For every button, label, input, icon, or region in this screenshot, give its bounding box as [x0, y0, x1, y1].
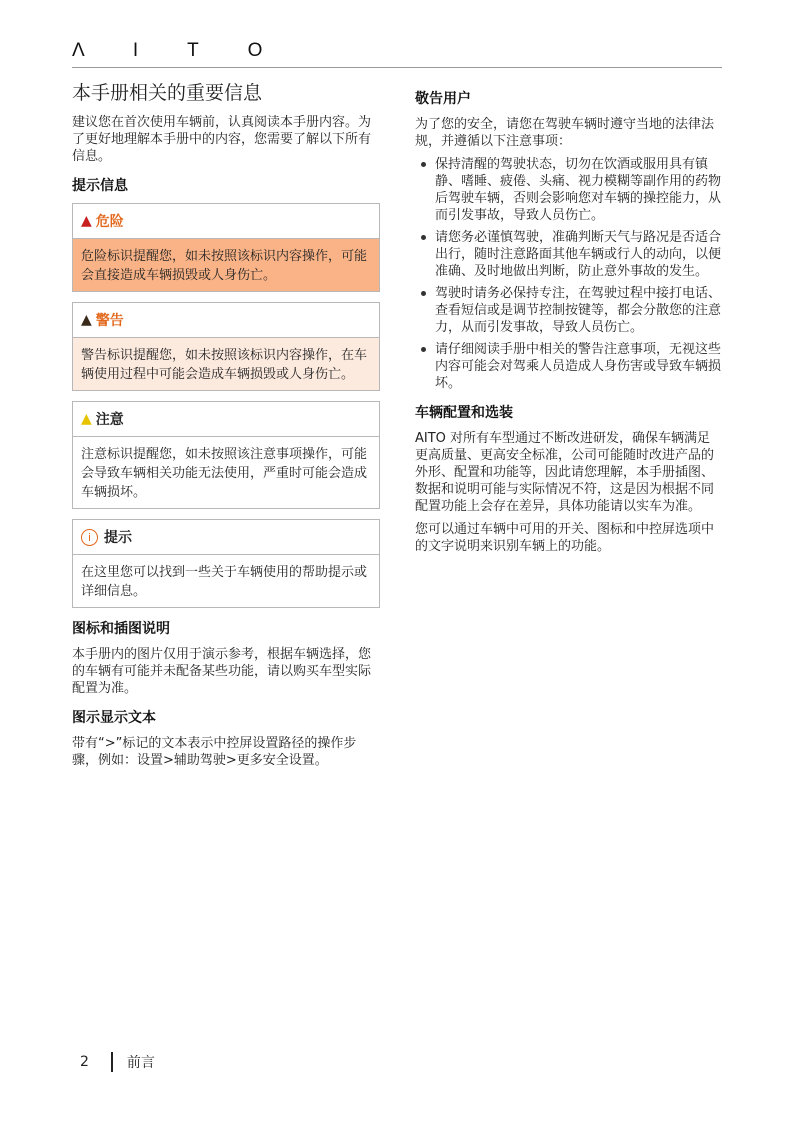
section-name: 前言: [126, 1055, 155, 1071]
notice-heading: 提示信息: [72, 178, 128, 194]
display-heading: 图示显示文本: [72, 710, 156, 726]
danger-label: 危险: [95, 214, 124, 230]
tip-notice-header: [73, 520, 379, 555]
warning-notice-box: [72, 302, 380, 391]
warning-notice-text: 警告标识提醒您，如未按照该标识内容操作，在车辆使用过程中可能会造成车辆损毁或人身伤亡。: [73, 338, 379, 390]
config-heading: 车辆配置和选装: [415, 405, 513, 421]
intro-paragraph: 建议您在首次使用车辆前，认真阅读本手册内容。为了更好地理解本手册中的内容，您需要了解以下所有信息。: [72, 115, 372, 164]
page-footer: [80, 1052, 155, 1072]
info-circle-icon: i: [81, 529, 98, 546]
warning-triangle-icon: ▲: [81, 213, 92, 229]
danger-notice-text: 危险标识提醒您，如未按照该标识内容操作，可能会直接造成车辆损毁或人身伤亡。: [73, 239, 379, 291]
header-divider: [72, 67, 722, 68]
right-column: [415, 76, 723, 561]
caution-label: 注意: [95, 412, 124, 428]
icons-paragraph: 本手册内的图片仅用于演示参考，根据车辆选择，您的车辆有可能并未配备某些功能，请以购买车型实际配置为准。: [72, 647, 372, 696]
warning-label: 警告: [95, 313, 124, 329]
danger-notice-header: [73, 204, 379, 239]
left-column: [72, 76, 380, 775]
brand-logo: Λ I T O: [72, 40, 285, 61]
page-title: 本手册相关的重要信息: [72, 82, 263, 104]
users-heading: 敬告用户: [415, 91, 471, 107]
list-item: 保持清醒的驾驶状态，切勿在饮酒或服用具有镇静、嗜睡、疲倦、头痛、视力模糊等副作用的药物后驾驶车辆，否则会影响您对车辆的操控能力，从而引发事故，导致人员伤亡。: [415, 156, 723, 224]
caution-notice-text: 注意标识提醒您，如未按照该注意事项操作，可能会导致车辆相关功能无法使用，严重时可能会造成车辆损坏。: [81, 447, 368, 500]
warning-triangle-icon: ▲: [81, 312, 92, 328]
danger-notice-box: [72, 203, 380, 292]
tip-label: 提示: [104, 530, 132, 546]
list-item: 驾驶时请务必保持专注，在驾驶过程中接打电话、查看短信或是调节控制按键等，都会分散您的注意力，从而引发事故，导致人员伤亡。: [415, 285, 723, 336]
caution-notice-box: [72, 401, 380, 509]
footer-divider: [111, 1052, 113, 1072]
list-item: 请您务必谨慎驾驶，准确判断天气与路况是否适合出行，随时注意路面其他车辆或行人的动向，以便准确、及时地做出判断，防止意外事故的发生。: [415, 229, 723, 280]
list-item: 请仔细阅读手册中相关的警告注意事项，无视这些内容可能会对驾乘人员造成人身伤害或导致车辆损坏。: [415, 341, 723, 392]
page-number: 2: [80, 1054, 89, 1070]
safety-list: [415, 156, 723, 392]
display-paragraph: 带有“>”标记的文本表示中控屏设置路径的操作步骤，例如：设置>辅助驾驶>更多安全设置。: [72, 736, 357, 768]
icons-heading: 图标和插图说明: [72, 621, 170, 637]
config-paragraph-1: AITO 对所有车型通过不断改进研发，确保车辆满足更高质量、更高安全标准，公司可能随时改进产品的外形、配置和功能等，因此请您理解，本手册插图、数据和说明可能与实际情况不符，这是因为根据不同配置功能上会存在差异，具体功能请以实车为准。: [415, 431, 715, 514]
users-intro: 为了您的安全，请您在驾驶车辆时遵守当地的法律法规，并遵循以下注意事项：: [415, 117, 715, 149]
config-paragraph-2: 您可以通过车辆中可用的开关、图标和中控屏选项中的文字说明来识别车辆上的功能。: [415, 522, 715, 554]
warning-notice-header: [73, 303, 379, 338]
tip-notice-text: 在这里您可以找到一些关于车辆使用的帮助提示或详细信息。: [81, 565, 368, 599]
tip-notice-box: [72, 519, 380, 608]
caution-triangle-icon: ▲: [81, 411, 92, 427]
caution-notice-header: [73, 402, 379, 437]
